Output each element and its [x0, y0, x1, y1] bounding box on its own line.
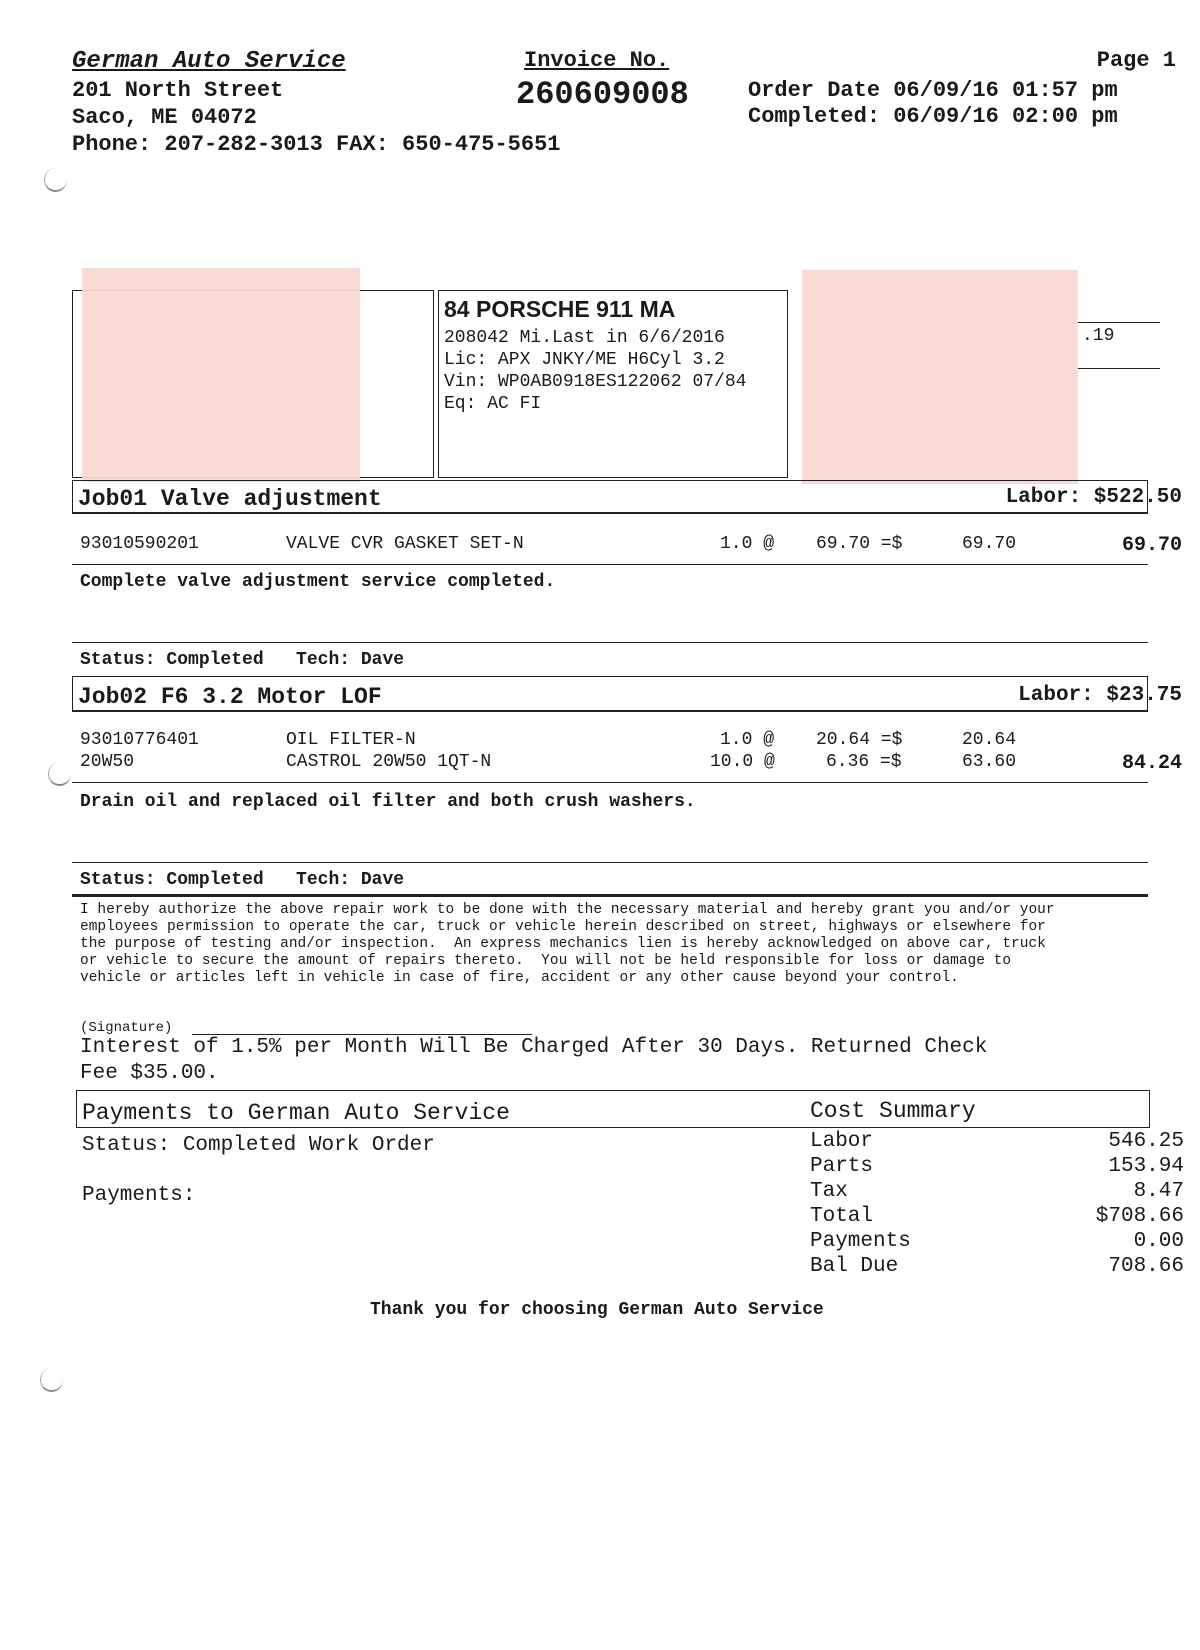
cost-label: Bal Due [810, 1255, 899, 1278]
payments-status: Status: Completed Work Order [82, 1134, 435, 1157]
job02-part1-price: 20.64 =$ [816, 730, 903, 750]
interest-line2: Fee $35.00. [80, 1062, 219, 1085]
interest-line1: Interest of 1.5% per Month Will Be Charged After 30 Days. Returned Check [80, 1036, 988, 1059]
vehicle-license: Lic: APX JNKY/ME H6Cyl 3.2 [444, 350, 725, 370]
cost-value: 0.00 [1133, 1230, 1184, 1253]
authorization-line4: or vehicle to secure the amount of repairs thereto. You will not be held responsible for loss or damage to [80, 953, 1012, 969]
cost-value: 153.94 [1108, 1155, 1184, 1178]
cost-row-parts [810, 1155, 1184, 1180]
job01-part1-price: 69.70 =$ [816, 534, 903, 554]
cost-label: Tax [810, 1180, 848, 1203]
vehicle-mileage: 208042 Mi.Last in 6/6/2016 [444, 328, 725, 348]
job02-part2-number: 20W50 [80, 752, 135, 772]
cost-row-payments [810, 1230, 1184, 1255]
job02-status: Status: Completed Tech: Dave [80, 870, 405, 890]
job01-status: Status: Completed Tech: Dave [80, 650, 405, 670]
completed-date: Completed: 06/09/16 02:00 pm [748, 104, 1118, 129]
order-date: Order Date 06/09/16 01:57 pm [748, 78, 1118, 103]
job01-divider [72, 564, 1148, 565]
cost-value: $708.66 [1095, 1205, 1184, 1228]
cost-label: Total [810, 1205, 874, 1228]
payments-heading: Payments to German Auto Service [82, 1100, 510, 1126]
thank-you-message: Thank you for choosing German Auto Service [370, 1300, 824, 1320]
signature-label: (Signature) [80, 1020, 173, 1036]
cost-value: 546.25 [1108, 1130, 1184, 1153]
invoice-number: 260609008 [516, 76, 689, 113]
company-phone: Phone: 207-282-3013 FAX: 650-475-5651 [72, 132, 561, 157]
cost-value: 708.66 [1108, 1255, 1184, 1278]
job01-part1-amount: 69.70 [962, 534, 1017, 554]
authorization-line3: the purpose of testing and/or inspection. An express mechanics lien is hereby acknowledged on above car, truck [80, 936, 1046, 952]
right-box-bottom-line [1078, 368, 1160, 369]
job02-part1-number: 93010776401 [80, 730, 199, 750]
page-number: Page 1 [1096, 48, 1176, 73]
job01-note: Complete valve adjustment service completed. [80, 572, 556, 592]
cost-summary-heading: Cost Summary [810, 1098, 976, 1124]
company-address-line2: Saco, ME 04072 [72, 105, 257, 130]
authorization-line2: employees permission to operate the car, truck or vehicle herein described on street, highways or elsewhere for [80, 919, 1046, 935]
vehicle-vin: Vin: WP0AB0918ES122062 07/84 [444, 372, 747, 392]
company-address-line1: 201 North Street [72, 78, 284, 103]
payments-label: Payments: [82, 1184, 196, 1207]
job02-part1-amount: 20.64 [962, 730, 1017, 750]
punch-hole-mark [44, 168, 67, 192]
cost-row-labor [810, 1130, 1184, 1155]
job01-part1-number: 93010590201 [80, 534, 199, 554]
company-name: German Auto Service [72, 48, 346, 75]
job01-status-divider [72, 642, 1148, 643]
job02-part2-amount: 63.60 [962, 752, 1017, 772]
vehicle-model: 84 PORSCHE 911 MA [444, 296, 676, 322]
cost-label: Payments [810, 1230, 911, 1253]
vehicle-equipment: Eq: AC FI [444, 394, 542, 414]
job01-part1-description: VALVE CVR GASKET SET-N [286, 534, 524, 554]
job02-part1-qty: 1.0 @ [720, 730, 775, 750]
job02-divider [72, 782, 1148, 783]
job02-status-divider [72, 862, 1148, 863]
cost-label: Labor [810, 1130, 874, 1153]
right-box-top-line [1078, 322, 1160, 323]
job02-part2-price: 6.36 =$ [826, 752, 902, 772]
right-redaction [802, 270, 1078, 484]
punch-hole-mark [40, 1368, 63, 1392]
cost-summary-table [810, 1130, 1184, 1280]
cost-value: 8.47 [1133, 1180, 1184, 1203]
job02-part2-qty: 10.0 @ [710, 752, 775, 772]
invoice-label: Invoice No. [524, 48, 670, 73]
job01-labor: Labor: $522.50 [1005, 486, 1182, 509]
terms-top-rule [72, 894, 1148, 897]
authorization-line1: I hereby authorize the above repair work to be done with the necessary material and hereby grant you and/or your [80, 902, 1055, 918]
cost-label: Parts [810, 1155, 874, 1178]
authorization-line5: vehicle or articles left in vehicle in case of fire, accident or any other cause beyond your control. [80, 970, 959, 986]
job02-title: Job02 F6 3.2 Motor LOF [78, 684, 382, 710]
cost-row-tax [810, 1180, 1184, 1205]
customer-redaction [82, 268, 360, 482]
job02-note: Drain oil and replaced oil filter and both crush washers. [80, 792, 696, 812]
right-box-fragment: .19 [1082, 326, 1115, 346]
job01-parts-total: 69.70 [1121, 534, 1182, 557]
cost-row-total [810, 1205, 1184, 1230]
job01-part1-qty: 1.0 @ [720, 534, 775, 554]
cost-row-bal-due [810, 1255, 1184, 1280]
job01-title: Job01 Valve adjustment [78, 486, 382, 512]
job02-parts-total: 84.24 [1121, 752, 1182, 775]
signature-line[interactable] [192, 1034, 532, 1035]
job02-labor: Labor: $23.75 [1018, 684, 1182, 707]
job02-part1-description: OIL FILTER-N [286, 730, 416, 750]
job02-part2-description: CASTROL 20W50 1QT-N [286, 752, 492, 772]
punch-hole-mark [48, 762, 71, 786]
